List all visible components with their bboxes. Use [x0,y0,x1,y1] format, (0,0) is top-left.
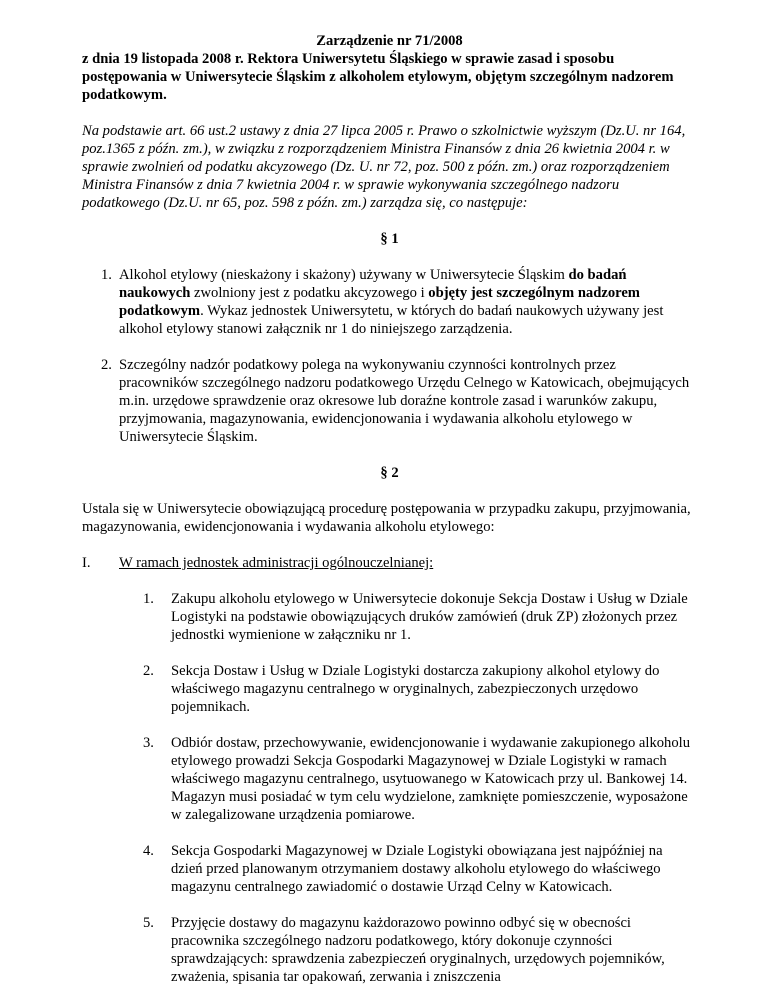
list-item [82,266,697,338]
item-number: 4. [143,843,154,859]
item-text: Szczególny nadzór podatkowy polega na wykonywaniu czynności kontrolnych przez pracowników szczególnego nadzoru podatkowego Urzędu Celnego w Katowicach, obejmujących m.in. urzędowe sprawdzenie oraz okresowe lub doraźne kontrole zasad i warunków zakupu, przyjmowania, magazynowania, ewidencjonowania i wydawania alkoholu etylowego w Uniwersytecie Śląskim. [119,357,690,445]
item-number: 2. [101,357,112,373]
item-text: . Wykaz jednostek Uniwersytetu, w których do badań naukowych używany jest alkohol etylowy stanowi załącznik nr 1 do niniejszego zarządzenia. [119,303,664,337]
item-number: 1. [101,267,112,283]
roman-heading [82,554,697,572]
item-number: 1. [143,591,154,607]
item-text: Zakupu alkoholu etylowego w Uniwersytecie dokonuje Sekcja Dostaw i Usług w Dziale Logistyki na podstawie obowiązujących druków zamówień (druk ZP) złożonych przez jednostki wymienione w załączniku nr 1. [171,591,688,643]
item-text: Przyjęcie dostawy do magazynu każdorazowo powinno odbyć się w obecności pracownika szczególnego nadzoru podatkowego, który dokonuje czynności sprawdzających: sprawdzenia zabezpieczeń oryginalnych, urzędowych pojemników, zważenia, spisania tar opakowań, zerwania i zniszczenia [171,915,665,985]
section-2-intro: Ustala się w Uniwersytecie obowiązującą procedurę postępowania w przypadku zakupu, przyjmowania, magazynowania, ewidencjonowania i wydawania alkoholu etylowego: [82,501,691,535]
document-page [82,32,697,986]
document-subtitle: z dnia 19 listopada 2008 r. Rektora Uniwersytetu Śląskiego w sprawie zasad i sposobu postępowania w Uniwersytecie Śląskim z alkoholem etylowym, objętym szczególnym nadzorem podatkowym. [82,51,674,103]
roman-number: I. [82,555,91,571]
list-item [82,662,697,716]
item-number: 2. [143,663,154,679]
section-2-heading: § 2 [380,465,399,481]
list-item [82,590,697,644]
document-title: Zarządzenie nr 71/2008 [316,33,463,49]
section-1-list [82,266,697,446]
procedure-list [82,590,697,986]
legal-basis-paragraph: Na podstawie art. 66 ust.2 ustawy z dnia 27 lipca 2005 r. Prawo o szkolnictwie wyższym (Dz.U. nr 164, poz.1365 z późn. zm.), w związku z rozporządzeniem Ministra Finansów z dnia 26 kwietnia 2004 r. w sprawie zwolnień od podatku akcyzowego (Dz. U. nr 72, poz. 500 z późn. zm.) oraz rozporządzeniem Ministra Finansów z dnia 7 kwietnia 2004 r. w sprawie wykonywania szczególnego nadzoru podatkowego (Dz.U. nr 65, poz. 598 z późn. zm.) zarządza się, co następuje: [82,123,686,211]
roman-heading-text: W ramach jednostek administracji ogólnouczelnianej: [119,555,434,571]
item-text: zwolniony jest z podatku akcyzowego i [190,285,429,301]
section-1-heading: § 1 [380,231,399,247]
list-item [82,734,697,824]
item-text: Sekcja Dostaw i Usług w Dziale Logistyki dostarcza zakupiony alkohol etylowy do właściwego magazynu centralnego w oryginalnych, zabezpieczonych urzędowo pojemnikach. [171,663,660,715]
item-text: Odbiór dostaw, przechowywanie, ewidencjonowanie i wydawanie zakupionego alkoholu etylowego prowadzi Sekcja Gospodarki Magazynowej w Dziale Logistyki w ramach właściwego magazynu centralnego, usytuowanego w Katowicach przy ul. Bankowej 14. Magazyn musi posiadać w tym celu wydzielone, zamknięte pomieszczenie, wyposażone w zalegalizowane urządzenia pomiarowe. [171,735,690,823]
list-item [82,356,697,446]
item-number: 5. [143,915,154,931]
item-text: Sekcja Gospodarki Magazynowej w Dziale Logistyki obowiązana jest najpóźniej na dzień przed planowanym otrzymaniem dostawy alkoholu etylowego do właściwego magazynu centralnego zawiadomić o dostawie Urząd Celny w Katowicach. [171,843,663,895]
item-text: Alkohol etylowy (nieskażony i skażony) używany w Uniwersytecie Śląskim [119,267,569,283]
item-bold-text: do badań naukowych [119,267,627,301]
list-item [82,914,697,986]
list-item [82,842,697,896]
item-bold-text: objęty jest szczególnym nadzorem podatkowym [119,285,640,319]
item-number: 3. [143,735,154,751]
